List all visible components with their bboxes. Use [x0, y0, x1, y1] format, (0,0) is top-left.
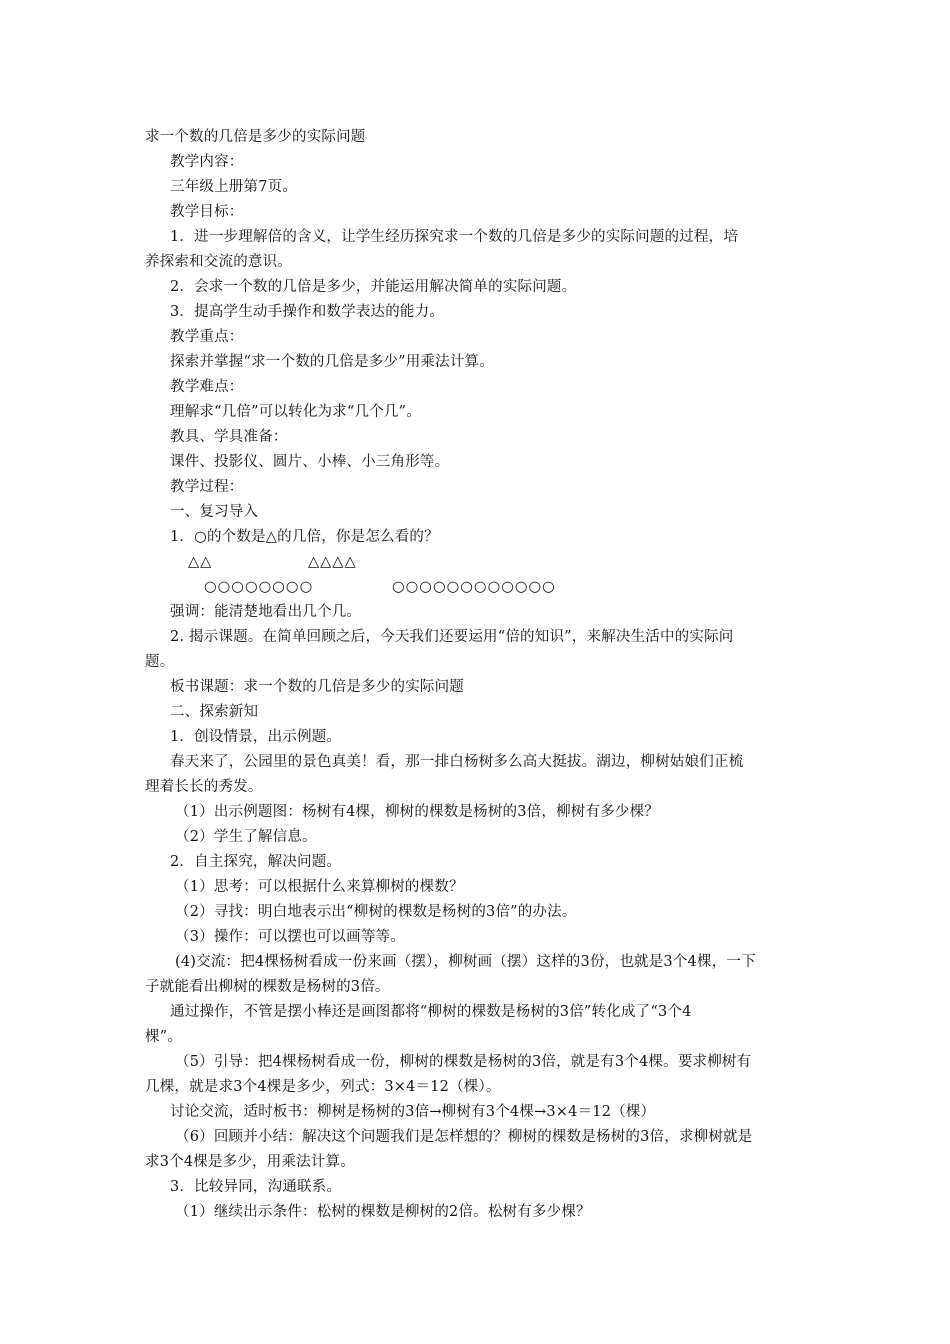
- paragraph-line: 2．会求一个数的几倍是多少，并能运用解决简单的实际问题。: [170, 279, 577, 295]
- paragraph-line: 强调：能清楚地看出几个几。: [170, 604, 362, 620]
- circle-group-right: ○○○○○○○○○○○○: [392, 579, 556, 595]
- paragraph-line: 题。: [145, 654, 175, 670]
- document-title: 求一个数的几倍是多少的实际问题: [145, 129, 366, 145]
- paragraph-line: 1．创设情景，出示例题。: [170, 729, 342, 745]
- paragraph-line: 1．○的个数是△的几倍，你是怎么看的？: [170, 529, 439, 545]
- paragraph-line: 课件、投影仪、圆片、小棒、小三角形等。: [170, 454, 450, 470]
- paragraph-line: 养探索和交流的意识。: [145, 254, 292, 270]
- paragraph-line: 探索并掌握“求一个数的几倍是多少”用乘法计算。: [170, 354, 494, 370]
- paragraph-line: 2. 揭示课题。在简单回顾之后，今天我们还要运用“倍的知识”，来解决生活中的实际问: [170, 629, 734, 645]
- section-heading: 二、探索新知: [170, 704, 259, 720]
- paragraph-line: 3．提高学生动手操作和数学表达的能力。: [170, 304, 445, 320]
- paragraph-line: 棵”。: [145, 1029, 183, 1045]
- paragraph-line: （1）思考：可以根据什么来算柳树的棵数？: [175, 879, 464, 895]
- paragraph-line: 板书课题：求一个数的几倍是多少的实际问题: [170, 679, 464, 695]
- paragraph-line: 几棵，就是求3个4棵是多少，列式：3×4＝12（棵）。: [145, 1079, 501, 1095]
- paragraph-line: 求3个4棵是多少，用乘法计算。: [145, 1154, 355, 1170]
- paragraph-line: （6）回顾并小结：解决这个问题我们是怎样想的？柳树的棵数是杨树的3倍，求柳树就是: [175, 1129, 753, 1145]
- section-heading: 教学目标：: [170, 204, 244, 220]
- triangle-group-left: △△: [188, 554, 213, 570]
- paragraph-line: （2）寻找：明白地表示出“柳树的棵数是杨树的3倍”的办法。: [175, 904, 577, 920]
- paragraph-line: （1）出示例题图：杨树有4棵，柳树的棵数是杨树的3倍，柳树有多少棵？: [175, 804, 659, 820]
- paragraph-line: 理解求“几倍”可以转化为求“几个几”。: [170, 404, 421, 420]
- paragraph-line: 讨论交流，适时板书：柳树是杨树的3倍→柳树有3个4棵→3×4＝12（棵）: [170, 1104, 656, 1120]
- paragraph-line: 3．比较异同，沟通联系。: [170, 1179, 342, 1195]
- section-heading: 教学内容：: [170, 154, 244, 170]
- paragraph-line: (4)交流：把4棵杨树看成一份来画（摆），柳树画（摆）这样的3份，也就是3个4棵，一下: [175, 954, 756, 970]
- paragraph-line: 春天来了，公园里的景色真美！看，那一排白杨树多么高大挺拔。湖边，柳树姑娘们正梳: [170, 754, 744, 770]
- paragraph-line: （3）操作：可以摆也可以画等等。: [175, 929, 405, 945]
- section-heading: 教具、学具准备：: [170, 429, 288, 445]
- triangle-group-right: △△△△: [308, 554, 357, 570]
- paragraph-line: 三年级上册第7页。: [170, 179, 298, 195]
- section-heading: 教学难点：: [170, 379, 244, 395]
- paragraph-line: 1．进一步理解倍的含义，让学生经历探究求一个数的几倍是多少的实际问题的过程，培: [170, 229, 739, 245]
- paragraph-line: 理着长长的秀发。: [145, 779, 263, 795]
- circle-group-left: ○○○○○○○○: [204, 579, 314, 595]
- paragraph-line: 2．自主探究，解决问题。: [170, 854, 342, 870]
- paragraph-line: （2）学生了解信息。: [175, 829, 317, 845]
- paragraph-line: （5）引导：把4棵杨树看成一份，柳树的棵数是杨树的3倍，就是有3个4棵。要求柳树有: [175, 1054, 752, 1070]
- section-heading: 教学重点：: [170, 329, 244, 345]
- section-heading: 一、复习导入: [170, 504, 259, 520]
- paragraph-line: 通过操作，不管是摆小棒还是画图都将“柳树的棵数是杨树的3倍”转化成了“3个4: [170, 1004, 692, 1020]
- section-heading: 教学过程：: [170, 479, 244, 495]
- paragraph-line: （1）继续出示条件：松树的棵数是柳树的2倍。松树有多少棵？: [175, 1204, 591, 1220]
- paragraph-line: 子就能看出柳树的棵数是杨树的3倍。: [145, 979, 390, 995]
